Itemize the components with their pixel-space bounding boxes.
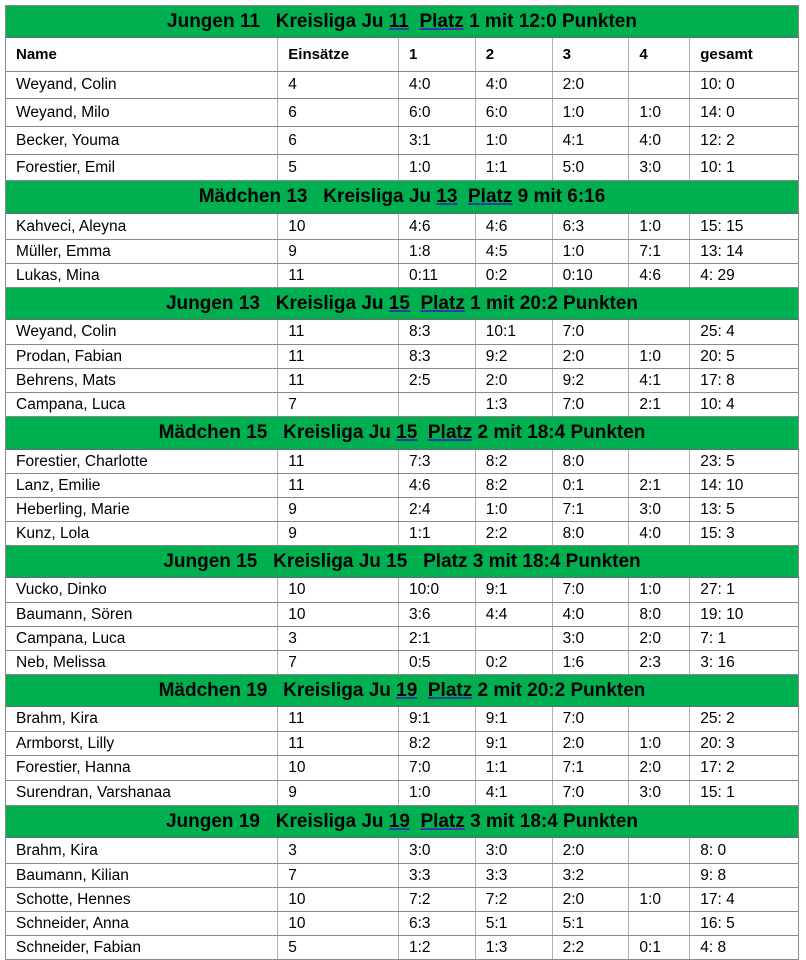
total-cell: 10: 4 — [700, 395, 735, 413]
appearances-cell: 6 — [278, 99, 399, 126]
game-4-cell: 4:0 — [629, 127, 690, 154]
game-3-cell: 2:2 — [553, 936, 630, 959]
table-row — [5, 498, 799, 522]
section-title-mid — [417, 422, 428, 444]
appearances-cell: 11 — [278, 369, 399, 392]
game-2-cell: 7:2 — [476, 888, 553, 911]
total-cell: 3: 16 — [700, 653, 735, 671]
appearances-cell: 3 — [278, 627, 399, 650]
game-4-cell: 1:0 — [629, 888, 690, 911]
game-3-cell: 5:1 — [553, 912, 630, 935]
table-row — [5, 369, 799, 393]
table-row — [5, 393, 799, 417]
appearances-cell: 6 — [278, 127, 399, 154]
section-title-mid — [417, 680, 428, 702]
player-name-cell: Schneider, Anna — [6, 912, 278, 935]
player-name-cell: Forestier, Hanna — [6, 756, 278, 780]
game-1-cell: 2:4 — [399, 498, 476, 521]
appearances-cell: 10 — [278, 756, 399, 780]
table-row — [5, 240, 799, 264]
game-2-cell: 4:4 — [476, 603, 553, 626]
section-title — [5, 288, 799, 320]
player-name-cell: Campana, Luca — [6, 393, 278, 416]
total-cell: 9: 8 — [700, 866, 727, 884]
section-title — [5, 806, 799, 838]
game-4-cell — [629, 912, 690, 935]
game-1-cell: 8:3 — [399, 320, 476, 344]
game-4-cell — [629, 450, 690, 473]
total-cell: 12: 2 — [700, 131, 735, 149]
game-4-cell: 3:0 — [629, 155, 690, 180]
total-cell: 8: 0 — [700, 841, 727, 859]
game-3-cell: 3:0 — [553, 627, 630, 650]
table-row — [5, 155, 799, 181]
game-3-cell: 7:0 — [553, 393, 630, 416]
appearances-cell: 9 — [278, 498, 399, 521]
game-4-cell: 1:0 — [629, 732, 690, 755]
column-header-gesamt: gesamt — [700, 46, 753, 63]
section-title-prefix: Mädchen 13 Kreisliga Ju — [198, 186, 437, 207]
section-title-u2: Platz — [419, 10, 464, 32]
game-4-cell: 1:0 — [629, 345, 690, 368]
game-4-cell: 3:0 — [629, 498, 690, 521]
results-table — [5, 5, 799, 960]
table-row — [5, 214, 799, 240]
game-4-cell: 2:0 — [629, 756, 690, 780]
game-2-cell — [476, 627, 553, 650]
game-1-cell: 8:2 — [399, 732, 476, 755]
game-4-cell: 2:3 — [629, 651, 690, 674]
game-2-cell: 2:2 — [476, 522, 553, 545]
table-row — [5, 99, 799, 127]
game-2-cell: 5:1 — [476, 912, 553, 935]
table-row — [5, 838, 799, 864]
game-3-cell: 4:1 — [553, 127, 630, 154]
total-cell: 15: 15 — [700, 217, 744, 235]
game-3-cell: 2:0 — [553, 345, 630, 368]
player-name-cell: Heberling, Marie — [6, 498, 278, 521]
section-title-u2: Platz — [420, 292, 465, 314]
game-1-cell: 0:5 — [399, 651, 476, 674]
table-row — [5, 450, 799, 474]
player-name-cell: Kunz, Lola — [6, 522, 278, 545]
game-3-cell: 2:0 — [553, 888, 630, 911]
total-cell: 17: 4 — [700, 890, 735, 908]
table-row — [5, 936, 799, 960]
table-row — [5, 651, 799, 675]
player-name-cell: Vucko, Dinko — [6, 578, 278, 602]
game-2-cell: 4:5 — [476, 240, 553, 263]
player-name-cell: Baumann, Kilian — [6, 864, 278, 887]
game-2-cell: 9:1 — [476, 707, 553, 731]
table-row — [5, 72, 799, 99]
game-1-cell: 2:1 — [399, 627, 476, 650]
player-name-cell: Armborst, Lilly — [6, 732, 278, 755]
player-name-cell: Schotte, Hennes — [6, 888, 278, 911]
player-name-cell: Behrens, Mats — [6, 369, 278, 392]
game-1-cell: 1:8 — [399, 240, 476, 263]
appearances-cell: 5 — [278, 155, 399, 180]
table-row — [5, 888, 799, 912]
table-row — [5, 627, 799, 651]
table-row — [5, 474, 799, 498]
game-3-cell: 7:1 — [553, 756, 630, 780]
table-row — [5, 320, 799, 345]
total-cell: 7: 1 — [700, 629, 727, 647]
appearances-cell: 11 — [278, 707, 399, 731]
game-4-cell: 2:1 — [629, 474, 690, 497]
game-2-cell: 3:3 — [476, 864, 553, 887]
section-title-u2: Platz — [427, 679, 473, 701]
section-title-mid — [457, 186, 468, 208]
player-name-cell: Becker, Youma — [6, 127, 278, 154]
total-cell: 13: 5 — [700, 500, 735, 518]
game-2-cell: 6:0 — [476, 99, 553, 126]
game-3-cell: 7:1 — [553, 498, 630, 521]
game-2-cell: 0:2 — [476, 264, 553, 287]
column-header-name: Name — [6, 38, 278, 71]
player-name-cell: Weyand, Colin — [6, 320, 278, 344]
appearances-cell: 10 — [278, 578, 399, 602]
game-2-cell: 4:6 — [476, 214, 553, 239]
section-title-prefix: Jungen 11 Kreisliga Ju — [167, 10, 389, 32]
game-1-cell: 6:0 — [399, 99, 476, 126]
table-row — [5, 756, 799, 781]
section-title-mid — [410, 811, 421, 833]
player-name-cell: Campana, Luca — [6, 627, 278, 650]
appearances-cell: 11 — [278, 345, 399, 368]
game-1-cell: 7:3 — [399, 450, 476, 473]
section-title-prefix: Jungen 15 Kreisliga Ju 15 Platz 3 mit 18:4 Punkten — [163, 550, 641, 572]
game-4-cell: 4:0 — [629, 522, 690, 545]
total-cell: 10: 0 — [700, 76, 735, 93]
total-cell: 25: 4 — [700, 323, 735, 340]
section-title-suffix: 1 mit 20:2 Punkten — [464, 292, 639, 314]
section-title — [5, 546, 799, 578]
total-cell: 20: 3 — [700, 734, 735, 752]
section-title-u1: 13 — [436, 186, 458, 207]
player-name-cell: Schneider, Fabian — [6, 936, 278, 959]
total-cell: 20: 5 — [700, 347, 735, 365]
section-title-prefix: Jungen 19 Kreisliga Ju — [165, 810, 389, 832]
player-name-cell: Brahm, Kira — [6, 838, 278, 863]
appearances-cell: 9 — [278, 522, 399, 545]
table-row — [5, 912, 799, 936]
section-title-prefix: Mädchen 15 Kreisliga Ju — [158, 422, 397, 443]
game-4-cell: 4:1 — [629, 369, 690, 392]
appearances-cell: 11 — [278, 474, 399, 497]
table-row — [5, 578, 799, 603]
game-1-cell: 1:2 — [399, 936, 476, 959]
game-2-cell: 4:1 — [476, 781, 553, 805]
appearances-cell: 10 — [278, 888, 399, 911]
game-2-cell: 0:2 — [476, 651, 553, 674]
game-1-cell: 3:0 — [399, 838, 476, 863]
total-cell: 14: 10 — [700, 476, 744, 494]
game-3-cell: 7:0 — [553, 320, 630, 344]
section-title-mid — [409, 11, 420, 33]
game-2-cell: 1:1 — [476, 756, 553, 780]
game-2-cell: 1:0 — [476, 498, 553, 521]
total-cell: 25: 2 — [700, 710, 735, 727]
player-name-cell: Kahveci, Aleyna — [6, 214, 278, 239]
section-title — [5, 675, 799, 707]
game-1-cell: 4:0 — [399, 72, 476, 98]
column-header-g1: 1 — [399, 38, 476, 71]
player-name-cell: Lukas, Mina — [6, 264, 278, 287]
game-3-cell: 8:0 — [553, 522, 630, 545]
game-3-cell: 9:2 — [553, 369, 630, 392]
table-row — [5, 127, 799, 155]
section-title-suffix: 2 mit 20:2 Punkten — [472, 679, 646, 701]
total-cell: 14: 0 — [700, 103, 735, 121]
table-row — [5, 864, 799, 888]
game-4-cell: 1:0 — [629, 578, 690, 602]
section-title-u2: Platz — [420, 810, 465, 832]
player-name-cell: Baumann, Sören — [6, 603, 278, 626]
player-name-cell: Forestier, Emil — [6, 155, 278, 180]
game-3-cell: 1:0 — [553, 99, 630, 126]
game-3-cell: 7:0 — [553, 781, 630, 805]
game-1-cell: 1:0 — [399, 781, 476, 805]
game-1-cell: 0:11 — [399, 264, 476, 287]
appearances-cell: 11 — [278, 320, 399, 344]
total-cell: 19: 10 — [700, 605, 744, 623]
game-1-cell: 9:1 — [399, 707, 476, 731]
appearances-cell: 9 — [278, 240, 399, 263]
game-3-cell: 0:1 — [553, 474, 630, 497]
appearances-cell: 7 — [278, 864, 399, 887]
section-title-suffix: 2 mit 18:4 Punkten — [472, 422, 646, 443]
total-cell: 10: 1 — [700, 158, 735, 176]
game-1-cell: 1:1 — [399, 522, 476, 545]
appearances-cell: 4 — [278, 72, 399, 98]
table-row — [5, 522, 799, 546]
player-name-cell: Neb, Melissa — [6, 651, 278, 674]
total-cell: 27: 1 — [700, 581, 735, 598]
section-title — [5, 5, 799, 38]
section-title-u1: 19 — [396, 679, 418, 701]
total-cell: 4: 29 — [700, 266, 735, 284]
section-title-prefix: Jungen 13 Kreisliga Ju — [165, 292, 389, 314]
section-title-mid — [410, 293, 421, 315]
game-1-cell: 4:6 — [399, 214, 476, 239]
game-4-cell: 7:1 — [629, 240, 690, 263]
game-2-cell: 8:2 — [476, 474, 553, 497]
game-3-cell: 7:0 — [553, 578, 630, 602]
player-name-cell: Brahm, Kira — [6, 707, 278, 731]
player-name-cell: Müller, Emma — [6, 240, 278, 263]
column-header-g2: 2 — [476, 38, 553, 71]
game-1-cell: 8:3 — [399, 345, 476, 368]
game-4-cell: 3:0 — [629, 781, 690, 805]
game-1-cell — [399, 393, 476, 416]
game-4-cell: 0:1 — [629, 936, 690, 959]
column-header-g4: 4 — [629, 38, 690, 71]
game-4-cell — [629, 864, 690, 887]
game-4-cell: 8:0 — [629, 603, 690, 626]
table-row — [5, 707, 799, 732]
game-1-cell: 2:5 — [399, 369, 476, 392]
appearances-cell: 9 — [278, 781, 399, 805]
game-2-cell: 9:1 — [476, 732, 553, 755]
game-3-cell: 1:6 — [553, 651, 630, 674]
appearances-cell: 10 — [278, 912, 399, 935]
section-title-prefix: Mädchen 19 Kreisliga Ju — [158, 679, 397, 701]
section-title-u2: Platz — [468, 186, 513, 207]
total-cell: 16: 5 — [700, 914, 735, 932]
section-title-u1: 11 — [388, 10, 409, 32]
game-2-cell: 1:3 — [476, 393, 553, 416]
total-cell: 15: 1 — [700, 784, 735, 801]
game-3-cell: 4:0 — [553, 603, 630, 626]
game-2-cell: 1:1 — [476, 155, 553, 180]
game-4-cell: 4:6 — [629, 264, 690, 287]
table-row — [5, 603, 799, 627]
appearances-cell: 5 — [278, 936, 399, 959]
game-2-cell: 2:0 — [476, 369, 553, 392]
game-2-cell: 1:3 — [476, 936, 553, 959]
section-title-u2: Platz — [427, 422, 473, 443]
game-3-cell: 8:0 — [553, 450, 630, 473]
player-name-cell: Surendran, Varshanaa — [6, 781, 278, 805]
section-title — [5, 181, 799, 214]
game-3-cell: 2:0 — [553, 732, 630, 755]
game-1-cell: 10:0 — [399, 578, 476, 602]
section-title-suffix: 1 mit 12:0 Punkten — [463, 10, 637, 32]
game-1-cell: 3:6 — [399, 603, 476, 626]
total-cell: 4: 8 — [700, 938, 727, 956]
section-title — [5, 417, 799, 450]
game-1-cell: 7:0 — [399, 756, 476, 780]
appearances-cell: 7 — [278, 393, 399, 416]
section-title-suffix: 9 mit 6:16 — [512, 186, 606, 207]
game-4-cell: 2:0 — [629, 627, 690, 650]
total-cell: 15: 3 — [700, 524, 735, 542]
appearances-cell: 11 — [278, 732, 399, 755]
player-name-cell: Prodan, Fabian — [6, 345, 278, 368]
table-row — [5, 781, 799, 806]
total-cell: 17: 2 — [700, 759, 735, 776]
game-3-cell: 1:0 — [553, 240, 630, 263]
section-title-u1: 15 — [396, 422, 418, 443]
game-3-cell: 2:0 — [553, 72, 630, 98]
section-title-u1: 15 — [388, 292, 410, 314]
section-title-u1: 19 — [388, 810, 410, 832]
game-2-cell: 4:0 — [476, 72, 553, 98]
game-3-cell: 3:2 — [553, 864, 630, 887]
game-2-cell: 9:2 — [476, 345, 553, 368]
game-1-cell: 3:1 — [399, 127, 476, 154]
game-4-cell — [629, 707, 690, 731]
table-row — [5, 732, 799, 756]
game-3-cell: 0:10 — [553, 264, 630, 287]
game-1-cell: 3:3 — [399, 864, 476, 887]
game-4-cell: 1:0 — [629, 214, 690, 239]
player-name-cell: Weyand, Colin — [6, 72, 278, 98]
game-2-cell: 3:0 — [476, 838, 553, 863]
total-cell: 23: 5 — [700, 452, 735, 470]
appearances-cell: 7 — [278, 651, 399, 674]
game-1-cell: 1:0 — [399, 155, 476, 180]
appearances-cell: 11 — [278, 264, 399, 287]
game-1-cell: 4:6 — [399, 474, 476, 497]
table-row — [5, 345, 799, 369]
game-4-cell — [629, 72, 690, 98]
column-header-einsaetze: Einsätze — [278, 38, 399, 71]
table-row — [5, 264, 799, 288]
game-2-cell: 9:1 — [476, 578, 553, 602]
game-4-cell: 2:1 — [629, 393, 690, 416]
game-3-cell: 2:0 — [553, 838, 630, 863]
appearances-cell: 10 — [278, 603, 399, 626]
section-title-suffix: 3 mit 18:4 Punkten — [464, 810, 639, 832]
player-name-cell: Forestier, Charlotte — [6, 450, 278, 473]
appearances-cell: 11 — [278, 450, 399, 473]
game-1-cell: 6:3 — [399, 912, 476, 935]
total-cell: 17: 8 — [700, 371, 735, 389]
player-name-cell: Lanz, Emilie — [6, 474, 278, 497]
game-3-cell: 7:0 — [553, 707, 630, 731]
game-4-cell — [629, 320, 690, 344]
game-4-cell: 1:0 — [629, 99, 690, 126]
game-1-cell: 7:2 — [399, 888, 476, 911]
game-3-cell: 6:3 — [553, 214, 630, 239]
game-4-cell — [629, 838, 690, 863]
game-2-cell: 8:2 — [476, 450, 553, 473]
column-header-g3: 3 — [553, 38, 630, 71]
player-name-cell: Weyand, Milo — [6, 99, 278, 126]
appearances-cell: 10 — [278, 214, 399, 239]
game-3-cell: 5:0 — [553, 155, 630, 180]
game-2-cell: 1:0 — [476, 127, 553, 154]
table-header-row — [5, 38, 799, 72]
total-cell: 13: 14 — [700, 242, 744, 260]
appearances-cell: 3 — [278, 838, 399, 863]
game-2-cell: 10:1 — [476, 320, 553, 344]
